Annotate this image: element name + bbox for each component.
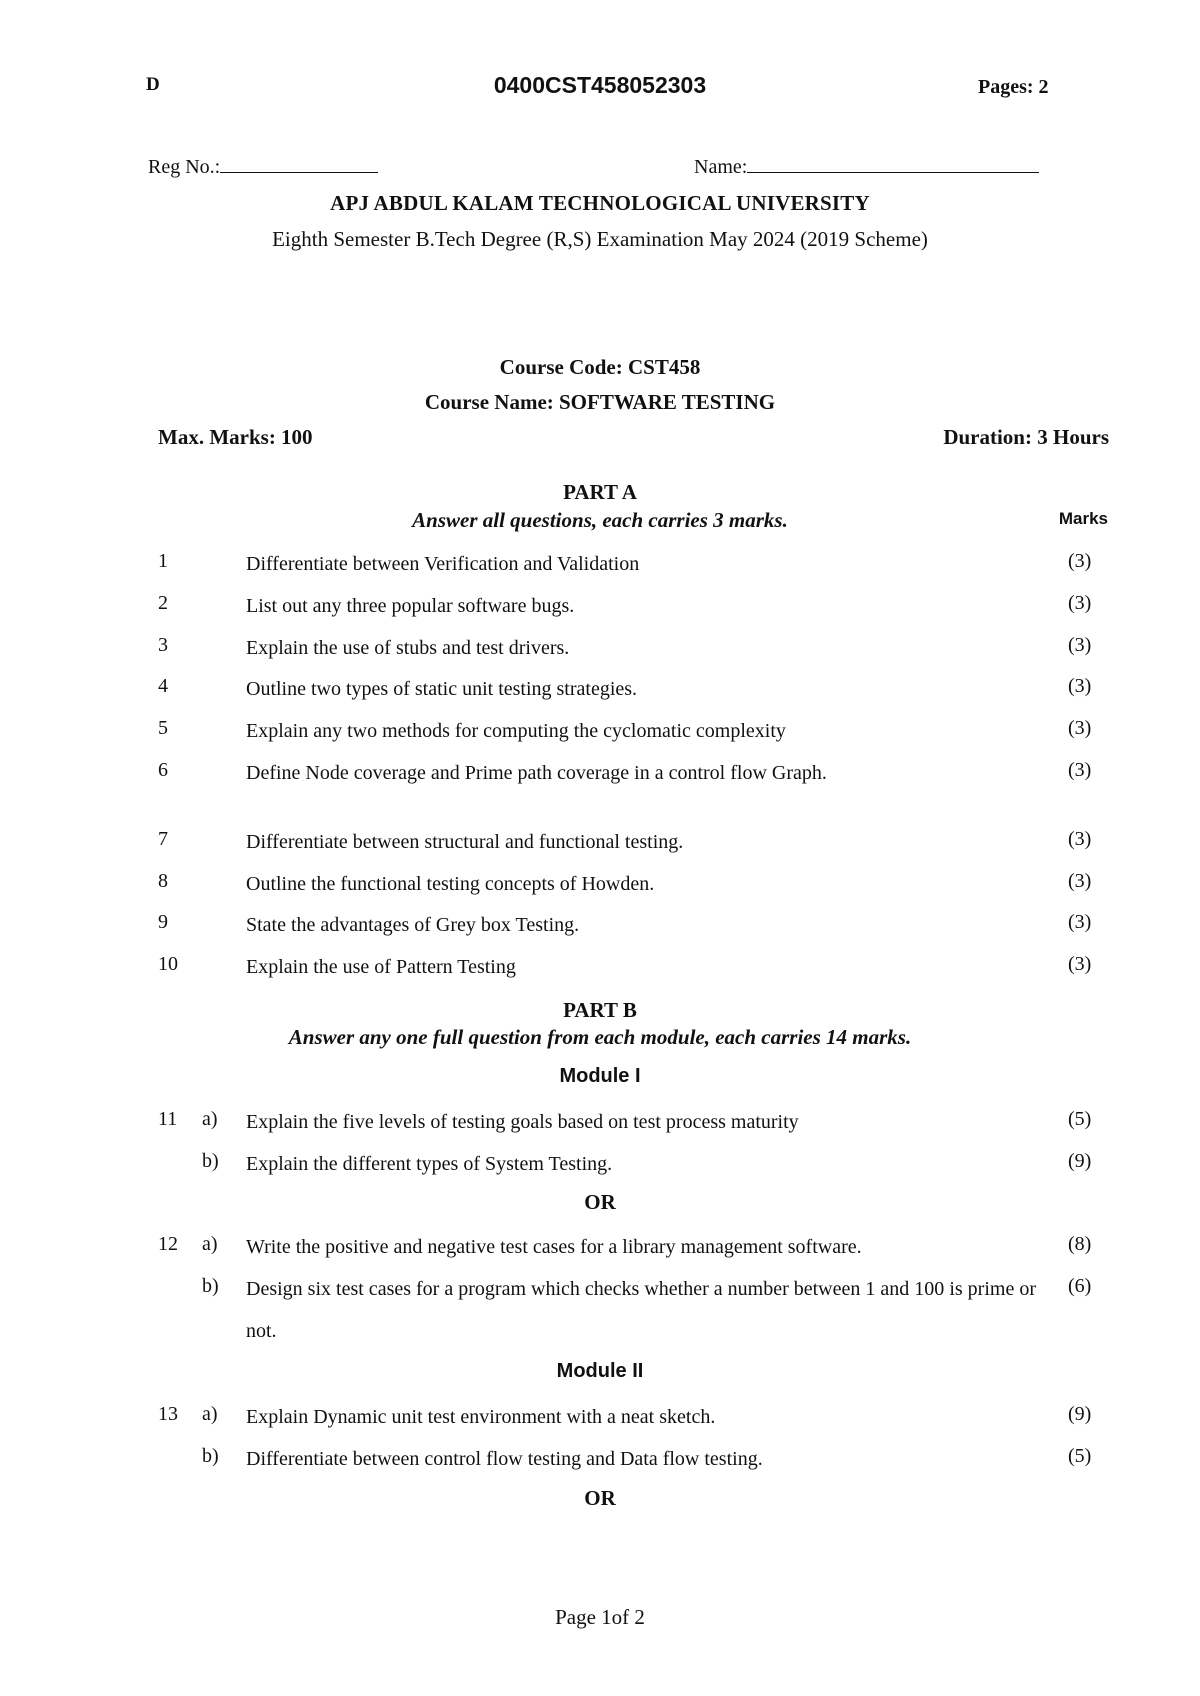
question-marks: (3) <box>1068 911 1092 933</box>
duration: Duration: 3 Hours <box>943 425 1109 449</box>
question-marks: (8) <box>1068 1233 1092 1255</box>
question-text: Explain any two methods for computing the cyclomatic complexity <box>246 720 786 742</box>
question-sub-label: a) <box>202 1108 218 1130</box>
max-marks: Max. Marks: 100 <box>158 425 313 449</box>
name-label: Name: <box>694 156 748 178</box>
question-sub-label: a) <box>202 1233 218 1255</box>
question-text: Outline two types of static unit testing strategies. <box>246 678 638 700</box>
question-number: 10 <box>158 953 178 975</box>
reg-no-label: Reg No.: <box>148 156 221 178</box>
question-marks: (6) <box>1068 1275 1092 1297</box>
question-marks: (9) <box>1068 1403 1092 1425</box>
question-marks: (3) <box>1068 953 1092 975</box>
question-text: List out any three popular software bugs. <box>246 595 575 617</box>
part-b-title: PART B <box>563 998 637 1022</box>
question-text: Differentiate between control flow testing and Data flow testing. <box>246 1448 763 1470</box>
question-number: 4 <box>158 675 168 697</box>
question-marks: (3) <box>1068 870 1092 892</box>
question-marks: (3) <box>1068 828 1092 850</box>
question-text: Explain the five levels of testing goals based on test process maturity <box>246 1111 799 1133</box>
part-a-instruction: Answer all questions, each carries 3 marks. <box>412 508 788 532</box>
paper-code: 0400CST458052303 <box>493 72 707 98</box>
question-marks: (3) <box>1068 634 1092 656</box>
question-text: Explain Dynamic unit test environment with a neat sketch. <box>246 1406 716 1428</box>
question-sub-label: b) <box>202 1150 219 1172</box>
reg-no-field <box>148 156 378 179</box>
part-a-title: PART A <box>563 480 637 504</box>
question-number: 9 <box>158 911 168 933</box>
set-letter: D <box>146 74 160 95</box>
question-text: Write the positive and negative test cases for a library management software. <box>246 1236 862 1258</box>
course-code: Course Code: CST458 <box>499 355 701 379</box>
module-heading: Module I <box>559 1065 641 1087</box>
question-text: Design six test cases for a program which checks whether a number between 1 and 100 is prime or not. <box>246 1278 1036 1342</box>
question-text: Explain the different types of System Testing. <box>246 1153 613 1175</box>
question-marks: (5) <box>1068 1108 1092 1130</box>
question-marks: (3) <box>1068 550 1092 572</box>
question-text: Differentiate between structural and functional testing. <box>246 831 684 853</box>
question-marks: (5) <box>1068 1445 1092 1467</box>
question-sub-label: a) <box>202 1403 218 1425</box>
question-text: Outline the functional testing concepts of Howden. <box>246 873 655 895</box>
name-field <box>694 156 1039 179</box>
question-number: 7 <box>158 828 168 850</box>
question-text: Define Node coverage and Prime path coverage in a control flow Graph. <box>246 762 827 784</box>
question-sub-label: b) <box>202 1445 219 1467</box>
reg-no-line <box>220 156 378 173</box>
question-text: Explain the use of Pattern Testing <box>246 956 516 978</box>
marks-header: Marks <box>1058 509 1108 528</box>
question-text: Differentiate between Verification and Validation <box>246 553 640 575</box>
course-name: Course Name: SOFTWARE TESTING <box>424 390 776 414</box>
university-name: APJ ABDUL KALAM TECHNOLOGICAL UNIVERSITY <box>330 191 870 215</box>
question-number: 11 <box>158 1108 178 1130</box>
question-marks: (3) <box>1068 759 1092 781</box>
page-count: Pages: 2 <box>978 76 1049 98</box>
module-heading: Module II <box>556 1360 644 1382</box>
question-number: 2 <box>158 592 168 614</box>
exam-title: Eighth Semester B.Tech Degree (R,S) Examination May 2024 (2019 Scheme) <box>272 227 928 251</box>
question-marks: (3) <box>1068 592 1092 614</box>
name-line <box>747 156 1039 173</box>
question-number: 8 <box>158 870 168 892</box>
question-number: 6 <box>158 759 168 781</box>
question-marks: (3) <box>1068 675 1092 697</box>
question-number: 13 <box>158 1403 178 1425</box>
question-number: 3 <box>158 634 168 656</box>
question-number: 12 <box>158 1233 178 1255</box>
question-marks: (9) <box>1068 1150 1092 1172</box>
question-text: Explain the use of stubs and test drivers. <box>246 637 570 659</box>
part-b-instruction: Answer any one full question from each module, each carries 14 marks. <box>288 1025 912 1049</box>
question-sub-label: b) <box>202 1275 219 1297</box>
question-marks: (3) <box>1068 717 1092 739</box>
or-separator: OR <box>584 1190 616 1214</box>
question-number: 1 <box>158 550 168 572</box>
or-separator: OR <box>584 1486 616 1510</box>
question-number: 5 <box>158 717 168 739</box>
question-text: State the advantages of Grey box Testing. <box>246 914 580 936</box>
page-footer: Page 1of 2 <box>555 1605 645 1629</box>
